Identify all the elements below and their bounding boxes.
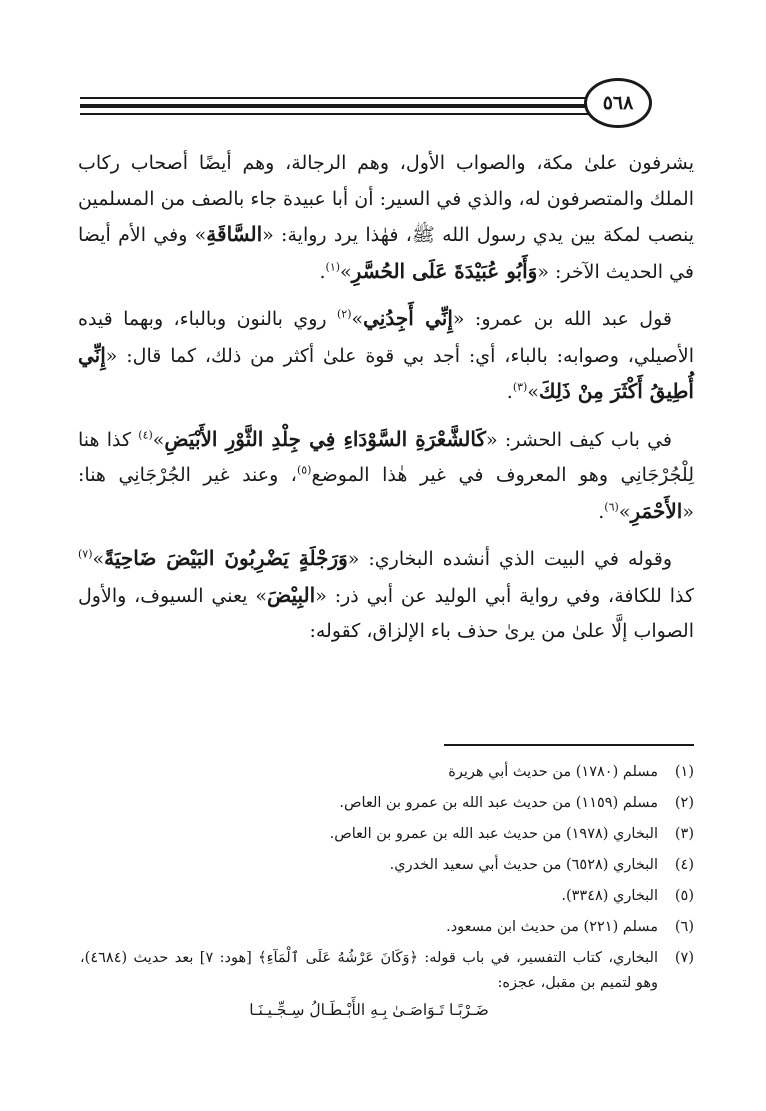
- footnotes: [80, 760, 694, 1023]
- footnote-text: [80, 946, 658, 1023]
- header-rule-thick: [80, 104, 600, 108]
- footnote-item: [80, 884, 694, 909]
- text-run: .: [506, 381, 513, 403]
- footnote-ref[interactable]: (٧): [78, 547, 93, 561]
- text-run: .: [598, 500, 605, 523]
- footnote-number: (٧): [674, 950, 694, 966]
- footnote-text: مسلم (٢٢١) من حديث ابن مسعود.: [446, 919, 658, 935]
- paragraph-2: [78, 301, 694, 411]
- footnote-ref[interactable]: (٥): [296, 463, 312, 477]
- footnote-text-body: البخاري، كتاب التفسير، في باب قوله: ﴿وَكَانَ عَرْشُهُ عَلَى ٱلْمَآءِ﴾ [هود: ٧] بعد حديث (٤٦٨٤)، وهو لتميم بن مقبل، عجزه:: [80, 950, 658, 991]
- text-run: كذا للكافة، وفي رواية أبي الوليد عن أبي ذر: «: [315, 584, 694, 607]
- paragraph-4: [78, 541, 694, 650]
- hadith-quote: السَّاقَةِ: [206, 222, 263, 246]
- poetry-verse: ضَـرْبًـا تَـوَاصَـىٰ بِـهِ الأَبْـطَـالُ سِـجِّـيـنَـا: [249, 1001, 489, 1019]
- text-run: » يعني السيوف، والأول الصواب إلَّا علىٰ من يرىٰ حذف باء الإلزاق، كقوله:: [78, 584, 694, 642]
- main-text: [78, 146, 694, 661]
- footnote-number: (٦): [674, 919, 694, 935]
- footnote-text: البخاري (١٩٧٨) من حديث عبد الله بن عمرو بن العاص.: [329, 826, 658, 842]
- footnote-item: [80, 791, 694, 816]
- paragraph-1: [78, 146, 694, 290]
- hadith-quote: كَالشَّعْرَةِ السَّوْدَاءِ فِي جِلْدِ الثَّوْرِ الأَبْيَضِ: [164, 426, 486, 451]
- hadith-quote: وَأَبُو عُبَيْدَةَ عَلَى الحُسَّرِ: [351, 258, 538, 283]
- text-run: » وفي الأم أيضا في الحديث الآخر: «: [78, 224, 694, 283]
- text-run: .: [319, 260, 326, 283]
- text-run: »: [340, 260, 352, 283]
- footnote-item: [80, 760, 694, 785]
- footnote-ref[interactable]: (٣): [512, 380, 528, 394]
- footnote-ref[interactable]: (٦): [604, 500, 619, 514]
- text-run: في باب كيف الحشر: «: [486, 428, 672, 451]
- footnote-text: مسلم (١١٥٩) من حديث عبد الله بن عمرو بن العاص.: [339, 795, 658, 811]
- footnote-text: مسلم (١٧٨٠) من حديث أبي هريرة: [448, 764, 658, 780]
- text-run: »: [351, 308, 364, 330]
- hadith-quote: إِنِّي أُطِيقُ أَكْثَرَ مِنْ ذَلِكَ: [78, 342, 694, 403]
- text-run: »: [527, 381, 539, 403]
- text-run: »: [618, 500, 631, 523]
- header-rule-thin-top: [80, 97, 600, 99]
- text-run: يشرفون علىٰ مكة، والصواب الأول، وهم الرجالة، وهم أيضًا أصحاب ركاب الملك والمتصرفون له، والذي في السير: أن أبا عبيدة جاء بالصف من المسلمين ينصب لمكة بين يدي رسول الله ﷺ، فهٰذا يرد رواية: «: [78, 152, 694, 246]
- text-run: روي بالنون وبالباء، وبهما قيده الأصيلي، وصوابه: بالباء، أي: أجد بي قوة علىٰ أكثر من ذلك، كما قال: «: [78, 308, 694, 367]
- footnote-item: [80, 946, 694, 1023]
- footnote-ref[interactable]: (١): [325, 260, 341, 274]
- text-run: كذا هنا لِلْجُرْجَانِي وهو المعروف في غير هٰذا الموضع: [78, 428, 694, 486]
- footnote-text: البخاري (٦٥٢٨) من حديث أبي سعيد الخدري.: [389, 857, 658, 873]
- footnote-ref[interactable]: (٤): [138, 428, 153, 442]
- paragraph-3: [78, 422, 694, 531]
- footnote-item: [80, 915, 694, 940]
- footnote-item: [80, 853, 694, 878]
- text-run: ، وعند غير الجُرْجَانِي هنا: «: [78, 464, 694, 523]
- header-rule-thin-bottom: [80, 113, 600, 115]
- footnote-separator: [444, 744, 694, 746]
- footnote-number: (٥): [674, 888, 694, 904]
- verse-quote: وَرَجْلَةٍ يَضْرِبُونَ البَيْضَ ضَاحِيَةً: [104, 546, 348, 570]
- page-number: ٥٦٨: [602, 92, 634, 114]
- hadith-quote: إِنِّي أَجِدُنِي: [363, 306, 453, 330]
- footnote-ref[interactable]: (٢): [336, 307, 352, 321]
- text-run: وقوله في البيت الذي أنشده البخاري: «: [347, 548, 672, 570]
- footnote-number: (١): [674, 764, 694, 780]
- page-number-badge: [584, 78, 652, 128]
- footnote-text: البخاري (٣٣٤٨).: [561, 888, 658, 904]
- footnote-number: (٣): [674, 826, 694, 842]
- footnote-number: (٤): [674, 857, 694, 873]
- text-run: »: [92, 548, 105, 570]
- footnote-number: (٢): [674, 795, 694, 811]
- text-run: قول عبد الله بن عمرو: «: [452, 308, 672, 330]
- text-run: »: [152, 428, 165, 451]
- hadith-quote: الأَحْمَرِ: [630, 498, 683, 523]
- footnote-item: [80, 822, 694, 847]
- hadith-quote: البِيْضَ: [266, 582, 316, 607]
